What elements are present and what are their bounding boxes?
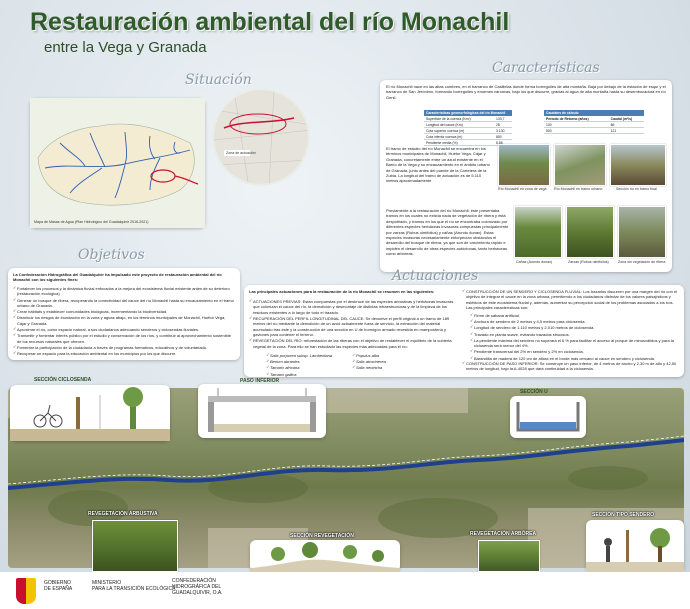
list-item: ✓ La pendiente máxima del sendero no superará el 6 % para facilitar el acceso al porque de minusválidos y para la ciclosenda será menor del 4%. xyxy=(470,338,678,349)
zone-map-bubble xyxy=(212,88,310,186)
list-item: ✓ Pendiente transversal del 2% en sendero y 2% en ciclosenda. xyxy=(470,349,678,354)
list-item: ✓ Barandilla de madera de 120 cm de altura en el borde más cercano al cauce en sendero y ciclosenda. xyxy=(470,356,678,361)
sendero-illustration xyxy=(586,520,684,572)
table-cell: Longitud del cauce (Km) xyxy=(424,122,494,128)
list-item: ✓ Salix purpurea subsp. Lambertiana xyxy=(266,353,346,358)
actuaciones-panel xyxy=(244,285,684,377)
sendero-section-diagram xyxy=(586,520,684,572)
section-heading-objetivos: Objetivos xyxy=(78,247,145,263)
actuaciones-right-intro xyxy=(462,289,678,311)
list-item: ✓ Firme de sábana artificial. xyxy=(470,313,678,318)
objetivos-intro xyxy=(13,272,235,283)
table-cell: Pendiente media (%) xyxy=(424,140,494,146)
caracteristicas-para3: Previamente a la restauración del río Monachil, éste presentaba tramos en los cuales no existía nada de vegetación de ribera y está despoblado, y tramos en los que el río se encontraba colonizado por diferentes especies herbáceas invasoras compuestas principalmente por zarzas (Rubus ulmifolius) y cañas (Arundo donax). Estas especies invasoras necesariamente entorpecían obstáculos el desarrollo del bosque de ribera, ya que son de crecimiento rápido e impiden el desarrollo de otras especies autóctonas, tanto herbáceas como arbóreas. xyxy=(386,208,509,257)
revegetacion-section-diagram xyxy=(250,540,400,572)
page-subtitle: entre la Vega y Granada xyxy=(44,39,207,56)
photo-arbustiva xyxy=(92,520,178,572)
label-revegetacion-arbustiva: REVEGETACIÓN ARBUSTIVA xyxy=(88,511,158,517)
species-list-b xyxy=(352,353,432,372)
page-title: Restauración ambiental del río Monachil xyxy=(30,8,510,36)
list-item: ✓ Crear hábitats y establecer comunidades biológicas, incrementando la biodiversidad. xyxy=(13,309,235,314)
table-cell: 100 xyxy=(544,122,609,128)
list-item: ✓ Tamarix africana xyxy=(266,365,346,370)
ciclosenda-illustration xyxy=(10,385,170,441)
objetivos-panel xyxy=(8,268,240,360)
paso-inferior-diagram xyxy=(198,384,326,438)
list-item: ✓ Fomentar la participación de la ciudadanía a través de programas formativos, educativos y de voluntariado. xyxy=(13,345,235,350)
label-paso-inferior: PASO INFERIOR xyxy=(240,378,280,384)
photo-sin-vegetacion xyxy=(618,206,666,258)
actuaciones-right-list xyxy=(470,313,678,362)
paso-inferior-illustration xyxy=(198,384,326,438)
list-item: ✓ Populus alba xyxy=(352,353,432,358)
table-cell: 86 xyxy=(609,122,644,128)
list-item: ✓ RECUPERACIÓN DEL PERFIL LONGITUDINAL DEL CAUCE: Se devuelve el perfil original a un tramo de 189 metros del río mediante la demolición de un azud actualmente fuera de servicio, la extracción del material acumulado tras éste y la construcción de una sección en U de hormigón armado revestida en mampostería y gaviones para contener el terreno. xyxy=(249,316,454,338)
section-heading-caracteristicas: Características xyxy=(492,60,600,76)
chg-line2: HIDROGRÁFICA DEL xyxy=(172,584,222,590)
table-cell: 28 xyxy=(494,122,512,128)
table-cell: Superficie de la cuenca (Km²) xyxy=(424,116,494,122)
actuaciones-intro-text: Las principales actuaciones para la restauración de la río Monachil se resumen en las siguientes: xyxy=(249,289,435,294)
table-cell: Periodo de Retorno (años) xyxy=(544,116,609,122)
label-seccion-sendero: SECCIÓN TIPO SENDERO xyxy=(592,512,654,518)
list-item: ✓ Generar un bosque de ribera, recuperando la conectividad del cauce del río Monachil hasta su encauzamiento en el tramo urbano de Granada. xyxy=(13,298,235,309)
spain-coat-of-arms xyxy=(16,578,36,604)
photo-caption: Zarzas (Rubus ulmifolius) xyxy=(568,260,609,264)
ciclosenda-section-diagram xyxy=(10,385,170,441)
actuaciones-intro xyxy=(249,289,454,294)
photo-caption: Cañas (Arundo donax) xyxy=(516,260,553,264)
ministerio-line1: MINISTERIO xyxy=(92,580,122,586)
actuaciones-left-list xyxy=(249,299,454,350)
gobierno-line2: DE ESPAÑA xyxy=(44,586,73,592)
photo-arborea xyxy=(478,540,540,572)
label-ciclosenda: SECCIÓN CICLOSENDA xyxy=(34,377,92,383)
chg-line1: CONFEDERACIÓN xyxy=(172,578,216,584)
footer xyxy=(0,572,690,609)
table-cell: 121 xyxy=(609,128,644,134)
seccion-u-diagram xyxy=(510,396,586,438)
photo-zarzas xyxy=(566,206,614,258)
list-item: ✓ Aproximar el río, como espacio natural, a sus ciudadanos adecuando senderos y ciclosendas fluviales. xyxy=(13,327,235,332)
section-heading-actuaciones: Actuaciones xyxy=(392,268,479,284)
zone-label: Zona de actuación xyxy=(226,151,256,155)
table-cell: 133,7 xyxy=(494,116,512,122)
geomorphology-table xyxy=(424,110,512,146)
list-item: ✓ Salix neotricha xyxy=(352,365,432,370)
list-item: ✓ Disminuir los riesgos de inundación en la zona y aguas abajo, en los términos municipales de Monachil, Huétor Vega, Cájar y Granada. xyxy=(13,315,235,326)
table-cell: 3.130 xyxy=(494,128,512,134)
list-item: ✓ CONSTRUCCIÓN DE UN SENDERO Y CICLOSENDA FLUVIAL: Los trazados discurren por una margen del río con el objetivo de integrar el cauce en la zona urbana, permitiendo a los ciudadanos disfrutar de los valores paisajísticos y estéticos de este ecosistema fluvial y, además, aumentar su percepción social de los problemas asociados a los ríos. Las principales características son: xyxy=(462,289,678,311)
list-item: ✓ Fortalecer los procesos y la dinámica fluvial enfocados a la mejora del ecosistema fluvial existente antes de su deterioro (restauración ecológica) xyxy=(13,286,235,297)
list-item: ✓ ACTUACIONES PREVIAS: Están compuestas por el desbroce de las especies arbustivas y herbáceas invasoras que colonizan el cauce del río, la demolición y desmontaje de distintas infraestructuras y de la limpieza de los residuos existentes a lo largo de todo el trazado. xyxy=(249,299,454,315)
list-item: ✓ Transmitir y fomentar interés público por el estudio y conservación de los ríos, y contribuir al aprovechamiento sostenible de los recursos naturales que ofrecen. xyxy=(13,333,235,344)
gobierno-line1: GOBIERNO xyxy=(44,580,71,586)
list-item: ✓ Tamarix gallica xyxy=(266,372,346,377)
label-seccion-revegetacion: SECCIÓN REVEGETACIÓN xyxy=(290,533,354,539)
photo-vega xyxy=(498,144,550,186)
situacion-map-panel xyxy=(30,98,205,228)
list-item: ✓ CONSTRUCCIÓN DE PASO INFERIOR: Se construye un paso inferior, de 4 metros de ancho y 2,30 m de alto y 42,50 metros de longitud, bajo la A-4028 que dará continuidad a la ciclosenda. xyxy=(462,361,678,372)
table-cell: Cota superior cuenca (m) xyxy=(424,128,494,134)
list-item: ✓ Berium abrardes xyxy=(266,359,346,364)
caracteristicas-para2: El tramo de estudio del río Monachil se encuentra en los términos municipales de Monachil, Huétor Vega, Cájar y Granada, concretamente entre un azud existente en el Barrio de la Vega y su encauzamiento en el ámbito urbano de Granada, junto antes del puente de la Carretera de la Zubia. La longitud del tramo de actuación es de 5.110 metros aproximadamente xyxy=(386,146,490,184)
caracteristicas-panel xyxy=(380,80,672,272)
zone-map xyxy=(214,90,310,186)
gobierno-label xyxy=(44,580,72,592)
flow-table xyxy=(544,110,644,134)
list-item: ✓ Longitud de sendero de 1.110 metros y 2.010 metros de ciclosenda. xyxy=(470,325,678,330)
photo-canas xyxy=(514,206,562,258)
species-list-a xyxy=(266,353,346,378)
objetivos-intro-text: La Confederación Hidrográfica del Guadalquivir ha impulsado este proyecto de restauración ambiental del río Monachil con los siguientes fines: xyxy=(13,272,222,283)
list-item: ✓ Salix atrocinerea xyxy=(352,359,432,364)
list-item: ✓ Recuperar un espacio para la educación ambiental en los municipios por los que discurre. xyxy=(13,351,235,356)
revegetacion-illustration xyxy=(250,540,400,572)
photo-urbano xyxy=(554,144,606,186)
caracteristicas-intro: El río Monachil nace en las altas cumbres, en el barranco de Casillelas donde forma borreguiles de alta montaña. Baja por debajo de la estación de esquí y el barranco de San Jerónimo, formando borreguiles y enormes cárcavas, bajo los que discurre, gracias al agua de alta montaña hasta su desembocadura en río Genil. xyxy=(386,84,666,100)
ministerio-line2: PARA LA TRANSICIÓN ECOLÓGICA xyxy=(92,586,176,592)
section-heading-situacion: Situación xyxy=(185,72,252,88)
ministerio-label xyxy=(92,580,175,592)
chg-line3: GUADALQUIVIR, O.A. xyxy=(172,590,223,596)
geomorphology-table-header: Características geomorfológicas del río Monachil xyxy=(424,110,512,116)
chg-label xyxy=(172,578,223,596)
photo-final xyxy=(610,144,666,186)
seccion-u-illustration xyxy=(510,396,586,438)
table-cell: Cota inferior cuenca (m) xyxy=(424,134,494,140)
flow-table-header: Caudales de cálculo xyxy=(544,110,644,116)
map-caption: Mapa de Masas de Agua (Plan Hidrológico del Guadalquivir 2016-2021) xyxy=(34,220,149,224)
photo-caption: Zona sin vegetación de ribera xyxy=(618,260,666,264)
label-seccion-u: SECCIÓN U xyxy=(520,389,548,395)
table-cell: 8,86 xyxy=(494,140,512,146)
photo-caption: Río Monachil en zona de vega xyxy=(498,187,547,191)
basin-map xyxy=(30,98,205,228)
table-cell: 500 xyxy=(544,128,609,134)
photo-caption: Sección río en tramo final xyxy=(616,187,657,191)
label-revegetacion-arborea: REVEGETACIÓN ARBÓREA xyxy=(470,531,537,537)
objetivos-list xyxy=(13,286,235,357)
table-cell: Caudal (m³/s) xyxy=(609,116,644,122)
list-item: ✓ Trazado en planta suave, evitando trazados sinuosos. xyxy=(470,332,678,337)
table-cell: 650 xyxy=(494,134,512,140)
photo-caption: Río Monachil en tramo urbano xyxy=(554,187,603,191)
list-item: ✓ Anchura de sendero de 2 metros y 4,5 metros para ciclosenda. xyxy=(470,319,678,324)
list-item: ✓ REVEGETACIÓN DEL RÍO: reforestación de las riberas con el objetivo de restablecer el equilibrio de la cubierta vegetal de la zona. Para ello se han estudiado las especies más adecuadas para el río: xyxy=(249,338,454,349)
actuaciones-right-extra xyxy=(462,361,678,373)
